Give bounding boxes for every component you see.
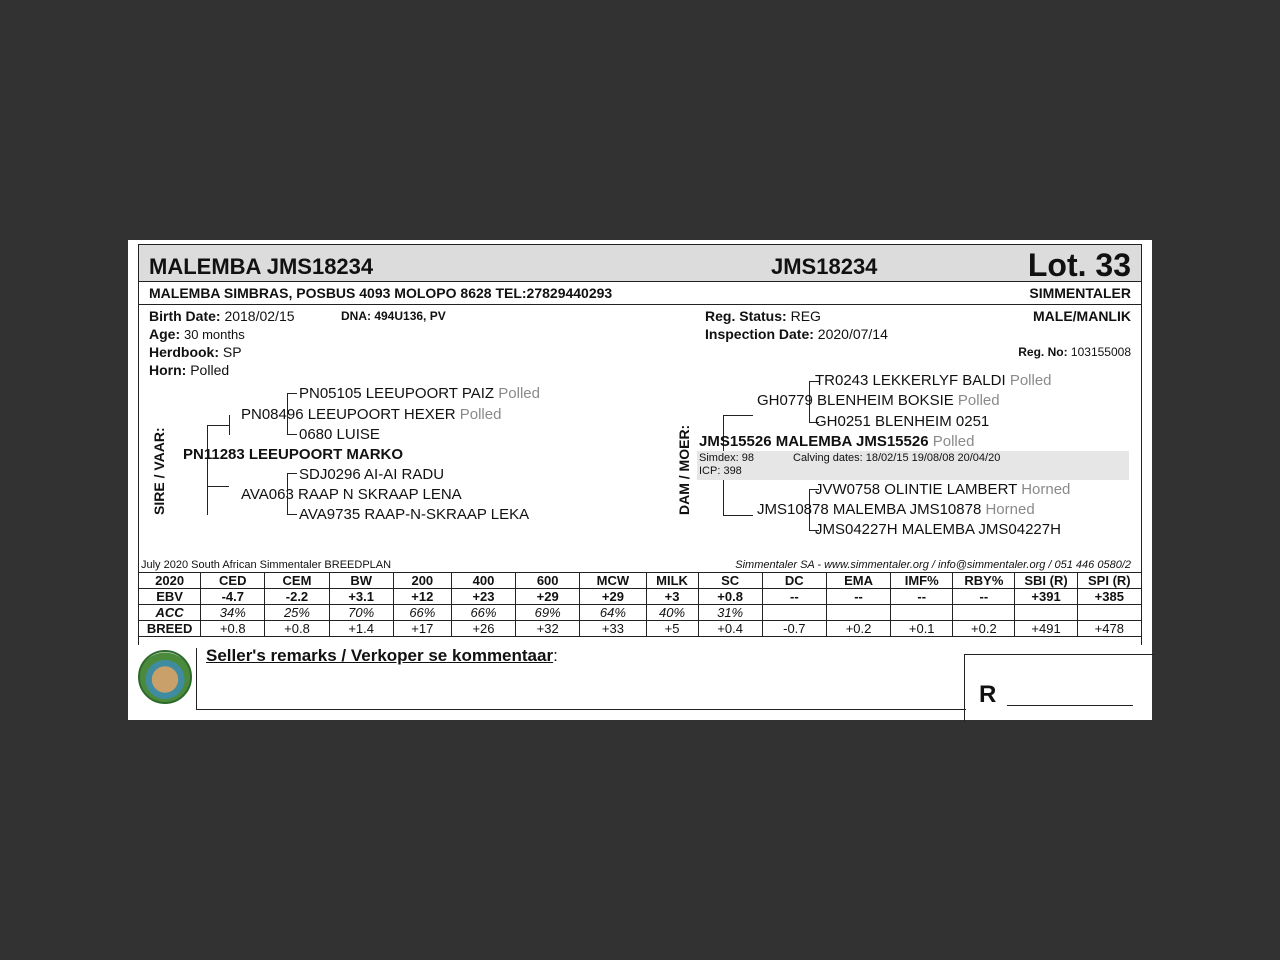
headers-cell: 400 xyxy=(451,573,515,589)
headers-cell: CED xyxy=(201,573,265,589)
acc-cell: 34% xyxy=(201,605,265,621)
ebv-cell: -2.2 xyxy=(265,589,329,605)
breed-cell: +491 xyxy=(1015,621,1077,637)
breed-cell: +478 xyxy=(1077,621,1141,637)
breed-cell: -0.7 xyxy=(762,621,826,637)
headers-cell: MCW xyxy=(580,573,646,589)
breed-cell: +17 xyxy=(393,621,451,637)
table-row xyxy=(139,605,1142,621)
inspection-date: Inspection Date: 2020/07/14 xyxy=(705,326,888,342)
acc-cell: 64% xyxy=(580,605,646,621)
ebv-cell: +3 xyxy=(646,589,698,605)
breed-cell: +33 xyxy=(580,621,646,637)
breed-cell: +26 xyxy=(451,621,515,637)
table-row xyxy=(139,621,1142,637)
lot-number: Lot. 33 xyxy=(1027,247,1131,283)
animal-name: MALEMBA JMS18234 xyxy=(149,254,374,279)
society-logo xyxy=(138,650,192,704)
breeder-bar xyxy=(138,282,1142,305)
headers-cell: IMF% xyxy=(891,573,953,589)
acc-cell xyxy=(891,605,953,621)
acc-cell: ACC xyxy=(139,605,201,621)
breed-cell: +0.1 xyxy=(891,621,953,637)
headers-cell: DC xyxy=(762,573,826,589)
headers-cell: EMA xyxy=(826,573,890,589)
reg-status: Reg. Status: REG xyxy=(705,308,821,324)
dam-performance-box xyxy=(697,451,1129,480)
sire-side-label: SIRE / VAAR: xyxy=(151,427,167,515)
acc-cell: 31% xyxy=(698,605,762,621)
breed-cell: +0.2 xyxy=(953,621,1015,637)
ebv-cell: +0.8 xyxy=(698,589,762,605)
acc-cell: 40% xyxy=(646,605,698,621)
ebv-cell: -- xyxy=(953,589,1015,605)
headers-cell: MILK xyxy=(646,573,698,589)
seller-remarks-label: Seller's remarks / Verkoper se kommentaar: xyxy=(206,646,558,665)
acc-cell: 66% xyxy=(393,605,451,621)
pedigree-dds: JVW0758 OLINTIE LAMBERT Horned xyxy=(815,481,1071,498)
breed-cell: +0.8 xyxy=(201,621,265,637)
breed-name: SIMMENTALER xyxy=(1029,285,1131,301)
ebv-cell: EBV xyxy=(139,589,201,605)
breed-cell: +0.8 xyxy=(265,621,329,637)
pedigree-sire: PN11283 LEEUPOORT MARKO xyxy=(183,446,404,463)
dam-calving-dates: Calving dates: 18/02/15 19/08/08 20/04/20 xyxy=(793,452,1001,464)
animal-id: JMS18234 xyxy=(771,254,878,279)
headers-cell: 2020 xyxy=(139,573,201,589)
breed-cell: +1.4 xyxy=(329,621,393,637)
ebv-table xyxy=(138,572,1142,637)
herdbook: Herdbook: SP xyxy=(149,344,242,360)
pedigree-dss: TR0243 LEKKERLYF BALDI Polled xyxy=(815,372,1052,389)
price-box xyxy=(964,654,1154,722)
breed-cell: +0.2 xyxy=(826,621,890,637)
ebv-cell: -- xyxy=(826,589,890,605)
breed-cell: +0.4 xyxy=(698,621,762,637)
pedigree-dam-sire: GH0779 BLENHEIM BOKSIE Polled xyxy=(757,392,1000,409)
pedigree-sire-dam: AVA063 RAAP N SKRAAP LENA xyxy=(241,486,462,503)
table-header-row xyxy=(139,573,1142,589)
sex: MALE/MANLIK xyxy=(1033,308,1131,324)
ebv-cell: +29 xyxy=(516,589,580,605)
pedigree-dsd: GH0251 BLENHEIM 0251 xyxy=(815,413,990,430)
pedigree-sds: SDJ0296 AI-AI RADU xyxy=(299,466,445,483)
horn-status: Horn: Polled xyxy=(149,362,230,378)
dna-info: DNA: 494U136, PV xyxy=(341,309,446,323)
lot-card xyxy=(128,240,1152,720)
table-row xyxy=(139,589,1142,605)
ebv-cell: -- xyxy=(891,589,953,605)
pedigree-sire-sire: PN08496 LEEUPOORT HEXER Polled xyxy=(241,406,502,423)
ebv-cell: +385 xyxy=(1077,589,1141,605)
acc-cell: 25% xyxy=(265,605,329,621)
reg-number: Reg. No: 103155008 xyxy=(1018,345,1131,359)
headers-cell: SC xyxy=(698,573,762,589)
header-bar xyxy=(138,244,1142,282)
dam-side-label: DAM / MOER: xyxy=(676,424,692,515)
breed-cell: +5 xyxy=(646,621,698,637)
price-currency: R xyxy=(979,681,997,708)
acc-cell xyxy=(826,605,890,621)
ebv-cell: +391 xyxy=(1015,589,1077,605)
pedigree-dam: JMS15526 MALEMBA JMS15526 Polled xyxy=(699,433,975,450)
breed-cell: +32 xyxy=(516,621,580,637)
ebv-cell: +23 xyxy=(451,589,515,605)
headers-cell: CEM xyxy=(265,573,329,589)
acc-cell: 70% xyxy=(329,605,393,621)
ebv-cell: +12 xyxy=(393,589,451,605)
pedigree-ddd: JMS04227H MALEMBA JMS04227H xyxy=(815,521,1061,538)
breed-cell: BREED xyxy=(139,621,201,637)
society-contact: Simmentaler SA - www.simmentaler.org / info@simmentaler.org / 051 446 0580/2 xyxy=(735,559,1131,571)
ebv-cell: +29 xyxy=(580,589,646,605)
acc-cell xyxy=(1077,605,1141,621)
ebv-cell: -4.7 xyxy=(201,589,265,605)
birth-date: Birth Date: 2018/02/15 xyxy=(149,308,295,324)
acc-cell: 66% xyxy=(451,605,515,621)
pedigree-sdd: AVA9735 RAAP-N-SKRAAP LEKA xyxy=(299,506,530,523)
acc-cell xyxy=(1015,605,1077,621)
acc-cell xyxy=(762,605,826,621)
acc-cell xyxy=(953,605,1015,621)
pedigree-sss: PN05105 LEEUPOORT PAIZ Polled xyxy=(299,385,540,402)
headers-cell: BW xyxy=(329,573,393,589)
headers-cell: SPI (R) xyxy=(1077,573,1141,589)
age: Age: 30 months xyxy=(149,326,245,342)
dam-icp: ICP: 398 xyxy=(699,465,742,477)
headers-cell: 600 xyxy=(516,573,580,589)
pedigree-dam-dam: JMS10878 MALEMBA JMS10878 Horned xyxy=(757,501,1035,518)
headers-cell: RBY% xyxy=(953,573,1015,589)
ebv-cell: -- xyxy=(762,589,826,605)
price-blank-line[interactable] xyxy=(1007,705,1133,706)
dam-simdex: Simdex: 98 xyxy=(699,452,755,464)
headers-cell: SBI (R) xyxy=(1015,573,1077,589)
pedigree-ssd: 0680 LUISE xyxy=(299,426,380,443)
headers-cell: 200 xyxy=(393,573,451,589)
acc-cell: 69% xyxy=(516,605,580,621)
breeder-info: MALEMBA SIMBRAS, POSBUS 4093 MOLOPO 8628 TEL:27829440293 xyxy=(149,285,613,301)
ebv-cell: +3.1 xyxy=(329,589,393,605)
breedplan-note: July 2020 South African Simmentaler BREEDPLAN xyxy=(141,559,392,571)
